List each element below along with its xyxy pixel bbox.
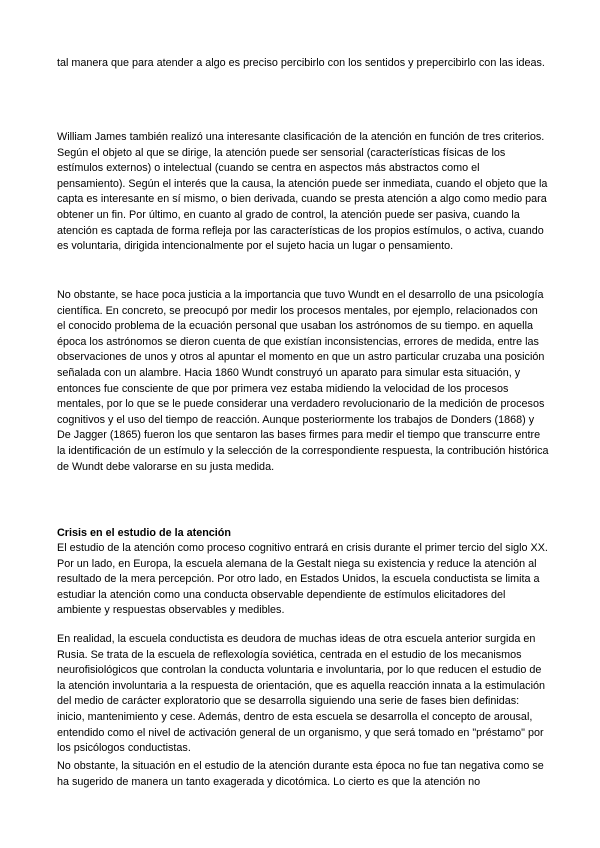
section-heading: Crisis en el estudio de la atención: [57, 527, 231, 539]
paragraph-continuation: tal manera que para atender a algo es preciso percibirlo con los sentidos y prepercibirlo con las ideas.: [57, 57, 545, 69]
paragraph-conductista: En realidad, la escuela conductista es deudora de muchas ideas de otra escuela anterior surgida en Rusia. Se trata de la escuela de reflexología soviética, centrada en el estudio de los mecanismos neurofisiológicos que controlan la conducta voluntaria e involuntaria, por lo que reducen el estudio de la atención involuntaria a la respuesta de orientación, que es aquella reacción innata a la estimulación del medio de carácter exploratorio que se desarrolla siguiendo una serie de fases bien definidas: inicio, mantenimiento y cese. Además, dentro de esta escuela se desarrolla el concepto de arousal, entendido como el nivel de activación general de un organismo, y que será tomado en "préstamo" por los psicólogos conductistas.: [57, 633, 545, 755]
paragraph-situacion: No obstante, la situación en el estudio de la atención durante esta época no fue tan negativa como se ha sugerido de manera un tanto exagerada y dicotómica. Lo cierto es que la atención no: [57, 760, 544, 788]
paragraph-crisis: El estudio de la atención como proceso cognitivo entrará en crisis durante el primer tercio del siglo XX. Por un lado, en Europa, la escuela alemana de la Gestalt niega su existencia y reduce la atención al resultado de la mera percepción. Por otro lado, en Estados Unidos, la escuela conductista se limita a estudiar la atención como una conducta observable dependiente de estímulos elicitadores del ambiente y respuestas observables y medibles.: [57, 542, 548, 617]
paragraph-wundt: No obstante, se hace poca justicia a la importancia que tuvo Wundt en el desarrollo de una psicología científica. En concreto, se preocupó por medir los procesos mentales, por ejemplo, relacionados con el conocido problema de la ecuación personal que usaban los astrónomos de su tiempo. en aquella época los astrónomos se dieron cuenta de que existían inconsistencias, errores de medida, entre las observaciones de unos y otros al apuntar el momento en que un astro particular cruzaba una posición señalada con un alambre. Hacia 1860 Wundt construyó un aparato para simular esta situación, y entonces fue consciente de que por primera vez estaba midiendo la velocidad de los procesos mentales, por lo que se le puede considerar una verdadero revolucionario de la medición de procesos cognitivos y el uso del tiempo de reacción. Aunque posteriormente los trabajos de Donders (1868) y De Jagger (1865) fueron los que sentaron las bases firmes para medir el tiempo que transcurre entre la identificación de un estímulo y la selección de la correspondiente respuesta, la contribución histórica de Wundt debe valorarse en su justa medida.: [57, 289, 549, 473]
paragraph-william-james: William James también realizó una interesante clasificación de la atención en función de tres criterios. Según el objeto al que se dirige, la atención puede ser sensorial (características físicas de los estímulos externos) o intelectual (cuando se centra en aspectos más abstractos como el pensamiento). Según el interés que la causa, la atención puede ser inmediata, cuando el objeto que la capta es interesante en sí mismo, o bien derivada, cuando se presta atención a algo como medio para obtener un fin. Por último, en cuanto al grado de control, la atención puede ser pasiva, cuando la atención es captada de forma refleja por las características de los propios estímulos, o activa, cuando es voluntaria, dirigida intencionalmente por el sujeto hacia un lugar o pensamiento.: [57, 131, 548, 253]
